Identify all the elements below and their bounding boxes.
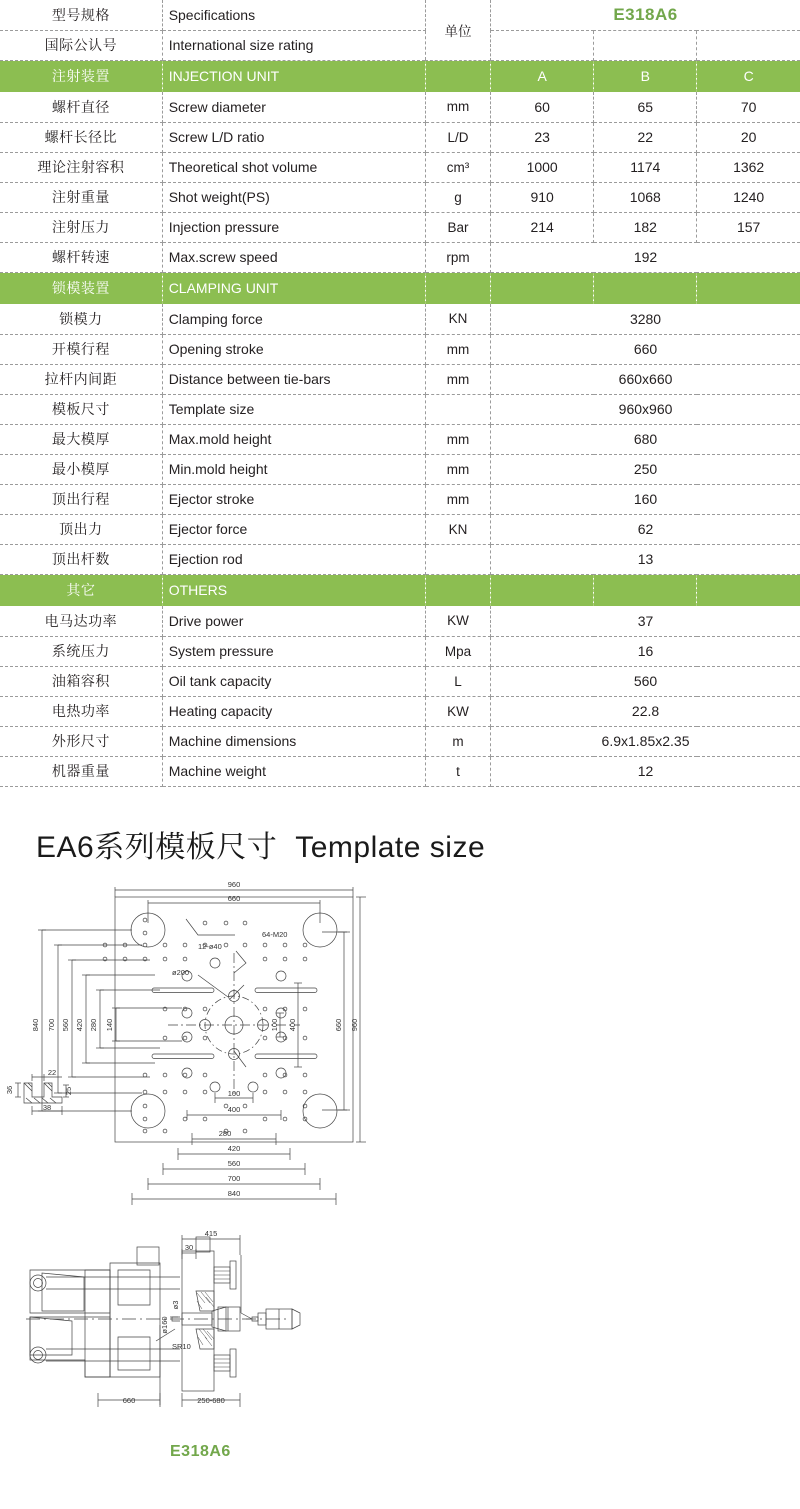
- row-cn: 注射重量: [0, 182, 162, 212]
- front-view-svg: [0, 875, 800, 1215]
- dim-label-l-700: 700: [47, 1018, 56, 1032]
- row-unit: Bar: [426, 212, 491, 242]
- row-en: Screw L/D ratio: [162, 122, 425, 152]
- row-cn: 电热功率: [0, 696, 162, 726]
- fixed-platen: [182, 1251, 214, 1391]
- row-cn: 拉杆内间距: [0, 364, 162, 394]
- row-en: Template size: [162, 394, 425, 424]
- row-unit: L: [426, 666, 491, 696]
- row-cn: 模板尺寸: [0, 394, 162, 424]
- machine-side-view-drawing: [0, 1225, 800, 1445]
- row-value-b: 65: [594, 92, 697, 122]
- row-value-merged: 960x960: [491, 394, 800, 424]
- row-cn: 电马达功率: [0, 606, 162, 636]
- row-en: Ejection rod: [162, 544, 425, 574]
- tie-bar-bore-br: [303, 1094, 337, 1128]
- row-value-merged: 16: [491, 636, 800, 666]
- row-unit: mm: [426, 334, 491, 364]
- table-row: [0, 424, 800, 454]
- row-unit: [426, 394, 491, 424]
- row-value-b: 22: [594, 122, 697, 152]
- table-row: [0, 514, 800, 544]
- row-value-merged: 13: [491, 544, 800, 574]
- dim-label-l-840: 840: [31, 1018, 40, 1032]
- table-row: [0, 484, 800, 514]
- table-row: [0, 152, 800, 182]
- table-row: [0, 606, 800, 636]
- section-unit-others: [426, 574, 491, 606]
- row-value-c: 70: [697, 92, 800, 122]
- row-cn: 系统压力: [0, 636, 162, 666]
- row-cn: 螺杆转速: [0, 242, 162, 272]
- section-en-clamping: CLAMPING UNIT: [162, 272, 425, 304]
- dim-label-inner-bot-400: 400: [227, 1105, 241, 1114]
- row-cn: 顶出杆数: [0, 544, 162, 574]
- detail-dim-25: 25: [64, 1086, 73, 1096]
- row-value-merged: 680: [491, 424, 800, 454]
- table-row: [0, 756, 800, 786]
- row-unit: mm: [426, 454, 491, 484]
- header-cn-size-rating: 国际公认号: [0, 30, 162, 60]
- row-value-a: 910: [491, 182, 594, 212]
- table-row: [0, 394, 800, 424]
- row-cn: 螺杆直径: [0, 92, 162, 122]
- dim-label-top-inner: 660: [227, 894, 241, 903]
- column-label-b: B: [594, 60, 697, 92]
- row-value-a: 23: [491, 122, 594, 152]
- row-unit: mm: [426, 484, 491, 514]
- page-title: [36, 822, 485, 866]
- section-blank-b: [594, 272, 697, 304]
- section-header-others: [0, 574, 800, 606]
- row-cn: 理论注射容积: [0, 152, 162, 182]
- dim-label-r-960: 960: [350, 1018, 359, 1032]
- dim-label-l-560: 560: [61, 1018, 70, 1032]
- leader-bolt-1: [230, 985, 244, 999]
- side-dim-30: 30: [184, 1243, 194, 1252]
- table-row: [0, 636, 800, 666]
- row-value-merged: 250: [491, 454, 800, 484]
- dim-label-l-280: 280: [89, 1018, 98, 1032]
- dim-label-l-420: 420: [75, 1018, 84, 1032]
- ejector-plate-top: [230, 1261, 236, 1289]
- row-cn: 机器重量: [0, 756, 162, 786]
- header-unit-label: 单位: [426, 0, 491, 60]
- table-row: [0, 334, 800, 364]
- row-unit: KN: [426, 514, 491, 544]
- row-unit: m: [426, 726, 491, 756]
- row-value-merged: 3280: [491, 304, 800, 334]
- row-cn: 最小模厚: [0, 454, 162, 484]
- header-blank-a: [491, 30, 594, 60]
- row-en: Opening stroke: [162, 334, 425, 364]
- row-cn: 顶出力: [0, 514, 162, 544]
- dim-label-b-700: 700: [227, 1174, 241, 1183]
- rear-eye-top: [30, 1275, 46, 1291]
- section-blank-a: [491, 272, 594, 304]
- section-unit-injection: [426, 60, 491, 92]
- dim-label-r-100: 100: [270, 1018, 279, 1032]
- row-en: Max.screw speed: [162, 242, 425, 272]
- header-en-size-rating: International size rating: [162, 30, 425, 60]
- table-header-row-2: [0, 30, 800, 60]
- row-en: Shot weight(PS): [162, 182, 425, 212]
- row-en: Distance between tie-bars: [162, 364, 425, 394]
- row-value-a: 1000: [491, 152, 594, 182]
- dim-label-b-840: 840: [227, 1189, 241, 1198]
- row-value-merged: 160: [491, 484, 800, 514]
- table-row: [0, 666, 800, 696]
- row-value-b: 182: [594, 212, 697, 242]
- frame-rear: [30, 1317, 110, 1377]
- row-value-a: 60: [491, 92, 594, 122]
- row-value-merged: 62: [491, 514, 800, 544]
- nozzle-cone-upper: [196, 1291, 214, 1311]
- table-row: [0, 544, 800, 574]
- row-en: Machine weight: [162, 756, 425, 786]
- dim-label-r-400: 400: [288, 1018, 297, 1032]
- header-blank-b: [594, 30, 697, 60]
- bore-c2: [210, 1082, 220, 1092]
- dim-label-top-outer: 960: [227, 880, 241, 889]
- row-value-b: 1174: [594, 152, 697, 182]
- section-blank-c: [697, 272, 800, 304]
- table-header-row-1: [0, 0, 800, 30]
- table-row: [0, 364, 800, 394]
- row-en: Min.mold height: [162, 454, 425, 484]
- row-cn: 注射压力: [0, 212, 162, 242]
- section-cn-injection: 注射装置: [0, 60, 162, 92]
- tie-bar-bore-bl: [131, 1094, 165, 1128]
- row-en: System pressure: [162, 636, 425, 666]
- column-label-c: C: [697, 60, 800, 92]
- row-cn: 油箱容积: [0, 666, 162, 696]
- row-value-merged: 560: [491, 666, 800, 696]
- header-en-specifications: Specifications: [162, 0, 425, 30]
- template-front-view-drawing: [0, 875, 800, 1220]
- row-unit: L/D: [426, 122, 491, 152]
- section-en-injection: INJECTION UNIT: [162, 60, 425, 92]
- row-unit: cm³: [426, 152, 491, 182]
- section-cn-others: 其它: [0, 574, 162, 606]
- page-title-en: Template size: [295, 831, 486, 864]
- table-row: [0, 304, 800, 334]
- dim-label-b-560: 560: [227, 1159, 241, 1168]
- section-header-clamping-unit: [0, 272, 800, 304]
- row-value-c: 1362: [697, 152, 800, 182]
- row-cn: 开模行程: [0, 334, 162, 364]
- dim-label-inner-bot-100: 100: [227, 1089, 241, 1098]
- row-value-a: 214: [491, 212, 594, 242]
- table-row: [0, 726, 800, 756]
- header-blank-c: [697, 30, 800, 60]
- row-unit: Mpa: [426, 636, 491, 666]
- row-value-c: 157: [697, 212, 800, 242]
- section-en-others: OTHERS: [162, 574, 425, 606]
- table-row: [0, 122, 800, 152]
- frame-cut-upper: [42, 1273, 84, 1311]
- row-unit: g: [426, 182, 491, 212]
- row-unit: KW: [426, 606, 491, 636]
- header-cn-specifications: 型号规格: [0, 0, 162, 30]
- row-unit: t: [426, 756, 491, 786]
- page-title-cn: EA6系列模板尺寸: [36, 831, 278, 864]
- dim-label-l-140: 140: [105, 1018, 114, 1032]
- row-value-merged: 37: [491, 606, 800, 636]
- column-label-a: A: [491, 60, 594, 92]
- side-dim-250-680: 250-680: [197, 1396, 225, 1405]
- note-12-d40: 12-ø40: [198, 942, 222, 951]
- row-unit: mm: [426, 364, 491, 394]
- row-en: Oil tank capacity: [162, 666, 425, 696]
- leader-12-d40: [234, 951, 246, 973]
- model-caption: E318A6: [170, 1443, 231, 1460]
- table-row: [0, 454, 800, 484]
- dim-label-b-280: 280: [218, 1129, 232, 1138]
- detail-dim-38: 38: [42, 1103, 52, 1112]
- row-value-merged: 660: [491, 334, 800, 364]
- section-unit-clamping: [426, 272, 491, 304]
- leader-64-M20: [186, 919, 235, 935]
- side-dim-415: 415: [204, 1229, 218, 1238]
- dim-label-r-660: 660: [334, 1018, 343, 1032]
- row-en: Theoretical shot volume: [162, 152, 425, 182]
- table-row: [0, 92, 800, 122]
- side-view-svg: [0, 1225, 800, 1440]
- row-unit: mm: [426, 424, 491, 454]
- table-row: [0, 696, 800, 726]
- row-unit: [426, 544, 491, 574]
- row-value-merged: 660x660: [491, 364, 800, 394]
- row-en: Injection pressure: [162, 212, 425, 242]
- row-en: Clamping force: [162, 304, 425, 334]
- detail-dim-22: 22: [47, 1068, 57, 1077]
- row-value-merged: 192: [491, 242, 800, 272]
- row-en: Machine dimensions: [162, 726, 425, 756]
- side-dim-660: 660: [122, 1396, 136, 1405]
- bore-c3: [248, 1082, 258, 1092]
- row-value-c: 20: [697, 122, 800, 152]
- top-nozzle-box: [137, 1247, 159, 1265]
- detail-dim-36: 36: [5, 1085, 14, 1095]
- row-value-merged: 22.8: [491, 696, 800, 726]
- dim-label-b-420: 420: [227, 1144, 241, 1153]
- row-value-c: 1240: [697, 182, 800, 212]
- header-model-name: E318A6: [491, 0, 800, 30]
- section-blank-c2: [697, 574, 800, 606]
- row-cn: 最大模厚: [0, 424, 162, 454]
- side-label-d3: ø3: [171, 1300, 180, 1310]
- side-label-d160: ø160: [160, 1316, 169, 1334]
- section-blank-b2: [594, 574, 697, 606]
- bore-b1: [276, 971, 286, 981]
- bore-c1: [210, 958, 220, 968]
- section-cn-clamping: 锁模装置: [0, 272, 162, 304]
- row-cn: 螺杆长径比: [0, 122, 162, 152]
- row-unit: KN: [426, 304, 491, 334]
- note-d200: ø200: [172, 968, 190, 977]
- ejector-plate-bottom: [230, 1349, 236, 1377]
- leader-d200: [198, 975, 228, 997]
- row-en: Max.mold height: [162, 424, 425, 454]
- section-blank-a2: [491, 574, 594, 606]
- moving-platen: [110, 1263, 160, 1377]
- row-unit: mm: [426, 92, 491, 122]
- section-header-injection-unit: [0, 60, 800, 92]
- row-cn: 锁模力: [0, 304, 162, 334]
- row-cn: 顶出行程: [0, 484, 162, 514]
- row-value-merged: 12: [491, 756, 800, 786]
- row-value-b: 1068: [594, 182, 697, 212]
- table-row: [0, 242, 800, 272]
- row-en: Ejector force: [162, 514, 425, 544]
- table-row: [0, 212, 800, 242]
- side-label-sr10: SR10: [172, 1342, 191, 1351]
- row-unit: rpm: [426, 242, 491, 272]
- row-unit: KW: [426, 696, 491, 726]
- row-cn: 外形尺寸: [0, 726, 162, 756]
- row-en: Ejector stroke: [162, 484, 425, 514]
- row-en: Heating capacity: [162, 696, 425, 726]
- row-en: Screw diameter: [162, 92, 425, 122]
- row-en: Drive power: [162, 606, 425, 636]
- row-value-merged: 6.9x1.85x2.35: [491, 726, 800, 756]
- table-row: [0, 182, 800, 212]
- note-64-m20: 64-M20: [262, 930, 288, 939]
